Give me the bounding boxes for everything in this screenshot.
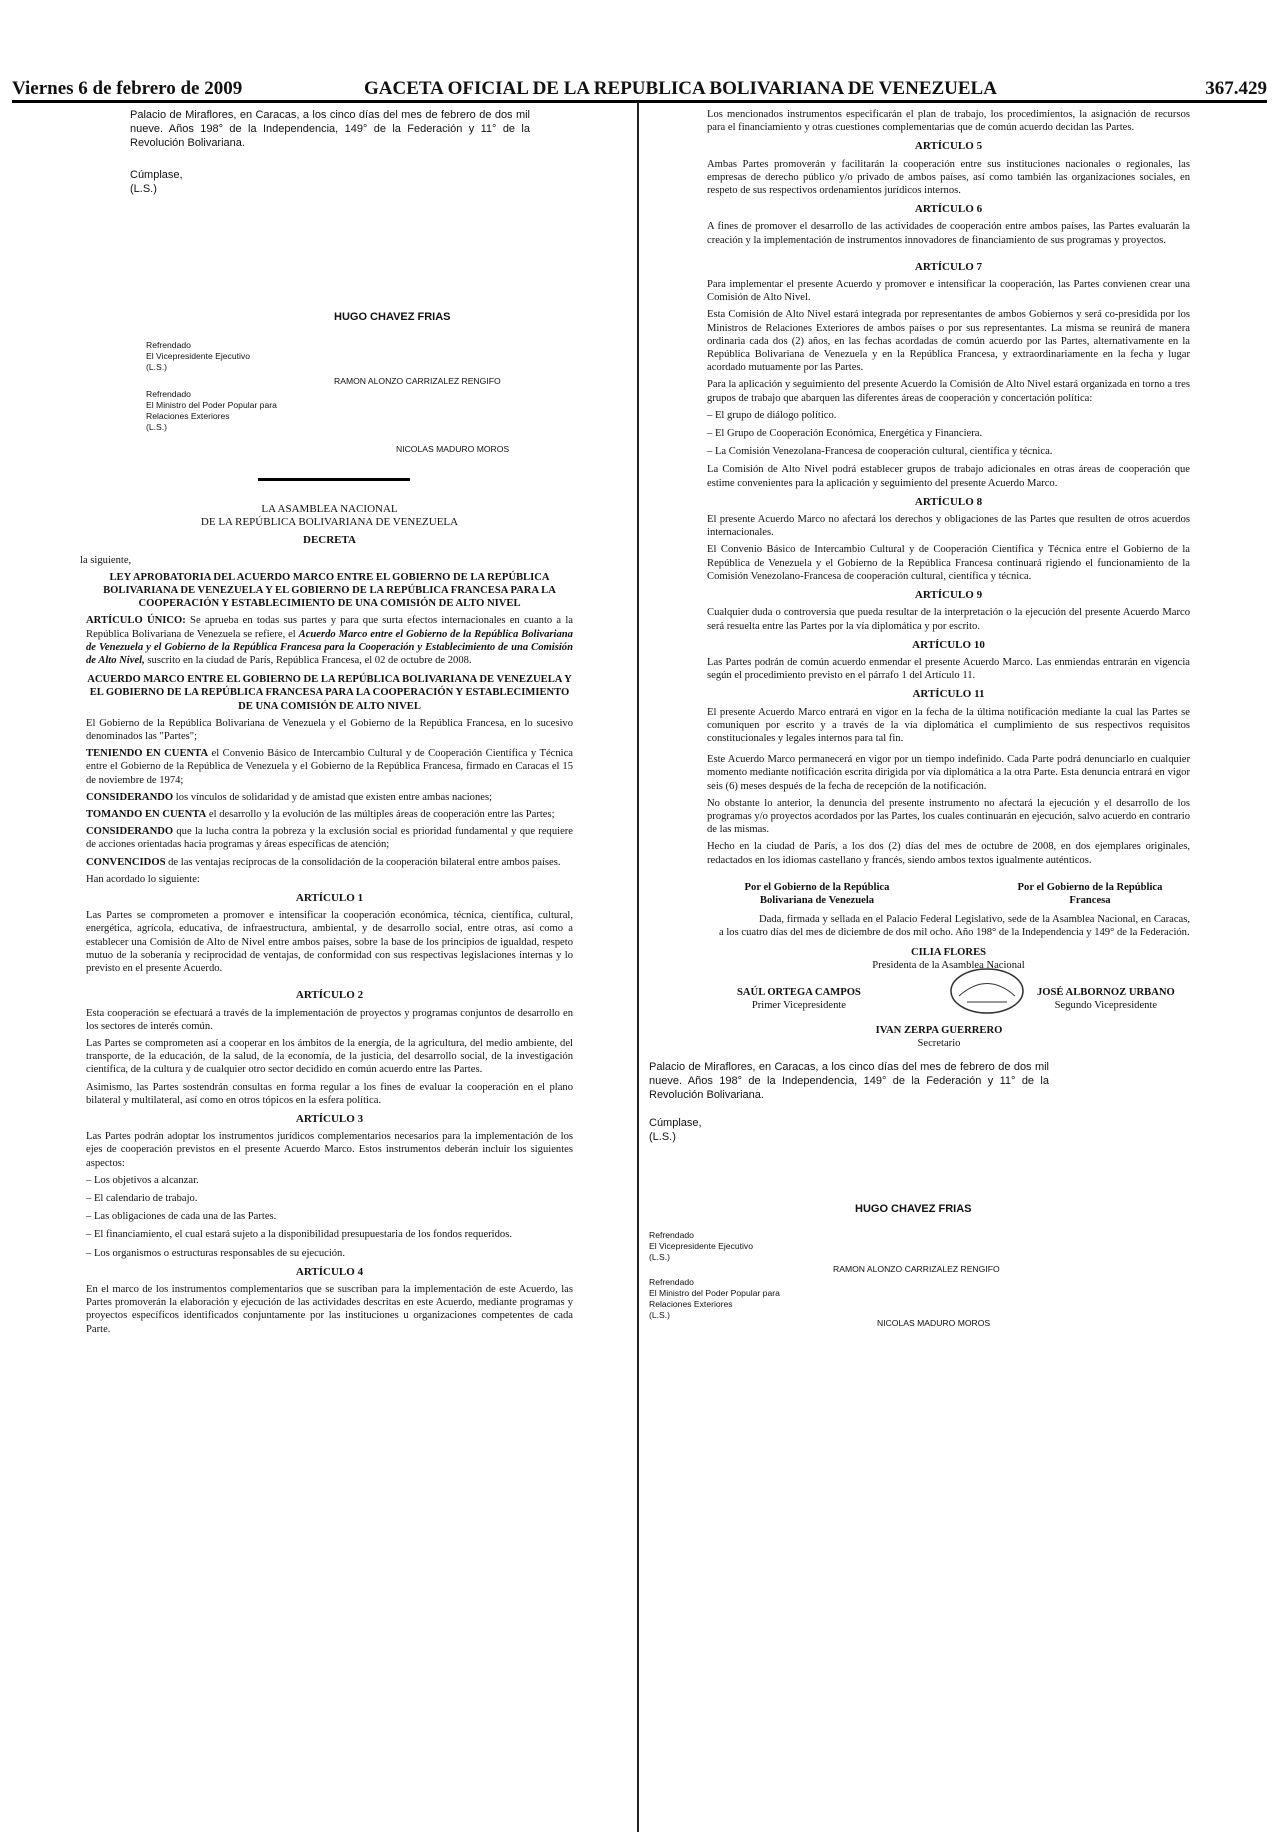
promulgation-place: Palacio de Miraflores, en Caracas, a los cinco días del mes de febrero de dos mil nueve. Años 198° de la Independencia, 149° de la Federación y 11° de la Revolución Bolivariana. (649, 1060, 1049, 1101)
article-8-text: El Convenio Básico de Intercambio Cultural y de Cooperación Científica y Técnica entre el Gobierno de la República de Venezuela y el Gobierno de la República Francesa continuará rigiendo el funcionamiento de la Comisión Venezolano-Francesa de cooperación cultural, científica y técnica. (707, 544, 1190, 582)
left-column (80, 108, 574, 1340)
asamblea-heading-2: DE LA REPÚBLICA BOLIVARIANA DE VENEZUELA (200, 516, 459, 529)
article-11-text: Este Acuerdo Marco permanecerá en vigor por un tiempo indefinido. Cada Parte podrá denunciarlo en cualquier momento mediante notificación escrita dirigida por vía diplomática a la otra Parte. Esta denuncia entrará en vigor seis (6) meses después de la fecha de recepción de la notificación. (707, 754, 1190, 792)
jose-signature: JOSÉ ALBORNOZ URBANO Segundo Vicepresidente (1037, 986, 1175, 1011)
ref-role: El Ministro del Poder Popular para (146, 400, 277, 410)
article-2-text: Asimismo, las Partes sostendrán consultas en forma regular a los fines de evaluar la cooperación en el plano bilateral y multilateral, así como en otros tópicos en la esfera política. (86, 1081, 573, 1106)
ref-role: El Vicepresidente Ejecutivo (649, 1240, 753, 1251)
ref-role: El Ministro del Poder Popular para (649, 1287, 780, 1298)
list-item: – Los organismos o estructuras responsables de su ejecución. (86, 1247, 345, 1259)
article-2-title: ARTÍCULO 2 (295, 989, 364, 1002)
article-9-title: ARTÍCULO 9 (914, 589, 983, 602)
list-item: – Los objetivos a alcanzar. (86, 1174, 199, 1186)
saul-signature: SAÚL ORTEGA CAMPOS Primer Vicepresidente (737, 986, 861, 1011)
article-7-text: Para la aplicación y seguimiento del presente Acuerdo la Comisión de Alto Nivel estará organizada en torno a tres grupos de trabajo que abarquen las diferentes áreas de cooperación y concertación política: (707, 379, 1190, 404)
ref-role: Relaciones Exteriores (146, 411, 230, 421)
article-2-text: Esta cooperación se efectuará a través de la implementación de proyectos y programas conjuntos de desarrollo en los sectores de interés común. (86, 1007, 573, 1032)
ls-seal: (L.S.) (649, 1130, 676, 1143)
signatories-block (717, 881, 1190, 907)
header-page-number: 367.429 (1205, 78, 1267, 99)
hecho-paragraph: Hecho en la ciudad de París, a los dos (2) días del mes de octubre de 2008, en dos ejemplares originales, redactados en los idiomas castellano y francés, siendo ambos textos igualmente auténticos. (707, 841, 1190, 866)
ley-title: LEY APROBATORIA DEL ACUERDO MARCO ENTRE EL GOBIERNO DE LA REPÚBLICA BOLIVARIANA DE VENEZUELA Y EL GOBIERNO DE LA REPÚBLICA FRANCESA PARA LA COOPERACIÓN Y ESTABLECIMIENTO DE UNA COMISIÓN DE ALTO NIVEL (103, 571, 556, 610)
dada-paragraph: Dada, firmada y sellada en el Palacio Federal Legislativo, sede de la Asamblea Nacional, en Caracas, a los cuatro días del mes de diciembre de dos mil ocho. Año 198° de la Independencia y 149° de la Federación. (719, 914, 1190, 939)
ls-seal: (L.S.) (130, 183, 157, 195)
article-3-text: Las Partes podrán adoptar los instrumentos jurídicos complementarios necesarios para la implementación de los ejes de cooperación previstos en el presente Acuerdo Marco. Estos instrumentos deberán incluir los siguientes aspectos: (86, 1131, 573, 1169)
article-4-text: En el marco de los instrumentos complementarios que se suscriban para la implementación de este Acuerdo, las Partes promoverán la elaboración y ejecución de las actividades descritas en este Acuerdo, mediante programas y proyectos específicos identificados conjuntamente por las instituciones u organizaciones competentes de cada Parte. (86, 1283, 573, 1335)
article-11-title: ARTÍCULO 11 (912, 688, 985, 701)
article-8-text: El presente Acuerdo Marco no afectará los derechos y obligaciones de las Partes que resulten de otros acuerdos internacionales. (707, 514, 1190, 539)
president-name: HUGO CHAVEZ FRIAS (855, 1202, 972, 1215)
header-date: Viernes 6 de febrero de 2009 (12, 78, 243, 99)
header-title: GACETA OFICIAL DE LA REPUBLICA BOLIVARIANA DE VENEZUELA (364, 78, 997, 99)
considerando-4: CONSIDERANDO que la lucha contra la pobreza y la exclusión social es prioridad fundamental y que requiere de acciones orientadas hacia programas y áreas específicas de atención; (86, 826, 573, 851)
signatory-france: Por el Gobierno de la República Francesa (1017, 881, 1163, 906)
signatory-venezuela: Por el Gobierno de la República Bolivariana de Venezuela (744, 881, 890, 906)
article-6-title: ARTÍCULO 6 (914, 203, 983, 216)
refrendos-bottom (649, 1230, 1190, 1326)
article-2-text: Las Partes se comprometen así a cooperar en los ámbitos de la energía, de la agricultura, del medio ambiente, del transporte, de la educación, de la salud, de la economía, de la justicia, del desarrollo social, de la investigación científica, de la cultura y de cualquier otro sector decidido en común acuerdo entre las Partes. (86, 1037, 573, 1076)
article-6-text: A fines de promover el desarrollo de las actividades de cooperación entre ambos países, las Partes evaluarán la creación y la implementación de instrumentos innovadores de financiamiento de sus programas y proyectos. (707, 221, 1190, 246)
cilia-name: CILIA FLORES (910, 946, 987, 958)
refrendado-label: Refrendado (649, 1276, 694, 1287)
vicepresident-name: RAMON ALONZO CARRIZALEZ RENGIFO (334, 376, 501, 386)
ls-seal: (L.S.) (649, 1251, 671, 1262)
la-siguiente: la siguiente, (80, 554, 132, 566)
article-11-text: El presente Acuerdo Marco entrará en vigor en la fecha de la última notificación mediante la cual las Partes se comuniquen por escrito y a través de la vía diplomática el cumplimiento de sus respectivos requisitos constitucionales y legales internos para tal fin. (707, 706, 1190, 744)
considerando-2: CONSIDERANDO los vínculos de solidaridad y de amistad que existen entre ambas naciones; (86, 791, 493, 803)
article-4-title: ARTÍCULO 4 (295, 1265, 364, 1278)
article-1-title: ARTÍCULO 1 (295, 892, 364, 905)
ref-role: Relaciones Exteriores (649, 1298, 733, 1309)
list-item: – El calendario de trabajo. (86, 1192, 198, 1204)
article-11-text: No obstante lo anterior, la denuncia del presente instrumento no afectará la ejecución y el desarrollo de los programas y/o proyectos acordados por las Partes, los cuales continuarán en ejecución, salvo acuerdo en contrario de las mismas. (707, 797, 1190, 836)
article-10-text: Las Partes podrán de común acuerdo enmendar el presente Acuerdo Marco. Las enmiendas entrarán en vigencia según el procedimiento previsto en el párrafo 1 del Artículo 11. (707, 656, 1190, 682)
refrendos-top (146, 340, 573, 458)
article-7-text: Esta Comisión de Alto Nivel estará integrada por representantes de ambos Gobiernos y será co-presidida por los Ministros de Relaciones Exteriores de ambos países o por sus representantes. La misma se reunirá de manera ordinaria cada dos (2) años, en las fechas acordadas de común acuerdo por las Partes, alternativamente en la República Bolivariana de Venezuela y en la República Francesa, y extraordinariamente en la fecha y lugar acordado mutuamente por las Partes. (707, 309, 1190, 374)
acuerdo-title: ACUERDO MARCO ENTRE EL GOBIERNO DE LA REPÚBLICA BOLIVARIANA DE VENEZUELA Y EL GOBIERNO DE LA REPÚBLICA FRANCESA PARA LA COOPERACIÓN Y ESTABLECIMIENTO DE UNA COMISIÓN DE ALTO NIVEL (87, 674, 572, 712)
refrendado-label: Refrendado (146, 340, 191, 350)
considerando-5: CONVENCIDOS de las ventajas recíprocas de la consolidación de la cooperación bilateral entre ambos países. (86, 856, 561, 868)
article-5-title: ARTÍCULO 5 (914, 140, 983, 153)
intro-paragraph: El Gobierno de la República Bolivariana de Venezuela y el Gobierno de la República Francesa, en lo sucesivo denominados las "Partes"; (86, 717, 573, 743)
article-5-text: Ambas Partes promoverán y facilitarán la cooperación entre sus instituciones nacionales o regionales, las empresas de derecho público y/o privado de ambos países, así como también las organizaciones sociales, en respeto de sus respectivos ordenamientos jurídicos internos. (707, 158, 1190, 197)
gazette-header (12, 78, 1267, 103)
article-3-title: ARTÍCULO 3 (295, 1112, 364, 1125)
article-7-title: ARTÍCULO 7 (914, 260, 983, 273)
article-9-text: Cualquier duda o controversia que pueda resultar de la interpretación o la ejecución del presente Acuerdo Marco será resuelta entre las Partes por la vía diplomática y por escrito. (707, 607, 1190, 632)
assembly-signatures (707, 946, 1190, 1054)
list-item: – El Grupo de Cooperación Económica, Energética y Financiera. (707, 428, 983, 440)
article-1-text: Las Partes se comprometen a promover e intensificar la cooperación económica, técnica, científica, cultural, energética, agrícola, educativa, de infraestructura, ambiental, y de desarrollo social, entre otras, así como a establecer una Comisión de Alto de Nivel entre ambos países, sobre la base de los principios de igualdad, respeto mutuo de la soberanía y reciprocidad de ventajas, de conformidad con sus respectivas legislaciones internas y lo previsto en el presente Acuerdo. (86, 910, 573, 975)
ls-seal: (L.S.) (146, 362, 168, 372)
column-divider (637, 102, 639, 1832)
minister-name: NICOLAS MADURO MOROS (396, 444, 510, 454)
refrendado-label: Refrendado (146, 389, 191, 399)
promulgation-block-bottom (649, 1060, 1049, 1216)
article-7-text: La Comisión de Alto Nivel podrá establecer grupos de trabajo adicionales en otras áreas de cooperación que estime convenientes para la aplicación y seguimiento del presente Acuerdo Marco. (707, 464, 1190, 489)
refrendado-label: Refrendado (649, 1229, 694, 1240)
list-item: – La Comisión Venezolana-Francesa de cooperación cultural, científica y técnica. (707, 446, 1053, 458)
article-10-title: ARTÍCULO 10 (912, 638, 985, 651)
right-column (649, 108, 1190, 1328)
ivan-signature: IVAN ZERPA GUERRERO Secretario (875, 1024, 1003, 1049)
article-8-title: ARTÍCULO 8 (914, 495, 983, 508)
vicepresident-name: RAMON ALONZO CARRIZALEZ RENGIFO (833, 1263, 1000, 1274)
list-item: – Las obligaciones de cada una de las Partes. (86, 1211, 277, 1223)
promulgation-place: Palacio de Miraflores, en Caracas, a los cinco días del mes de febrero de dos mil nueve. Años 198° de la Independencia, 149° de la Federación y 11° de la Revolución Bolivariana. (130, 109, 530, 149)
cilia-role: Presidenta de la Asamblea Nacional (872, 959, 1025, 971)
considerando-1: TENIENDO EN CUENTA el Convenio Básico de Intercambio Cultural y de Cooperación Científica y Técnica entre el Gobierno de la República de Venezuela y el Gobierno de la República Francesa, firmado en Caracas el 15 de noviembre de 1974; (86, 748, 573, 786)
cumplase: Cúmplase, (130, 169, 183, 181)
article-4-continued: Los mencionados instrumentos especificarán el plan de trabajo, los procedimientos, la asignación de recursos para el financiamiento y otras cuestiones complementarias que de común acuerdo decidan las Partes. (707, 109, 1190, 134)
ref-role: El Vicepresidente Ejecutivo (146, 351, 250, 361)
list-item: – El grupo de diálogo político. (707, 409, 837, 421)
cumplase: Cúmplase, (649, 1116, 702, 1129)
president-name: HUGO CHAVEZ FRIAS (334, 311, 451, 323)
articulo-unico: ARTÍCULO ÚNICO: Se aprueba en todas sus partes y para que surta efectos internacionales en cuanto a la República Bolivariana de Venezuela se refiere, el Acuerdo Marco entre el Gobierno de la República Bolivariana de Venezuela y el Gobierno de la República Francesa para la Cooperación y Establecimiento de una Comisión de Alto Nivel, suscrito en la ciudad de París, República Francesa, el 02 de octubre de 2008. (86, 615, 574, 667)
separator-rule (258, 478, 410, 481)
ls-seal: (L.S.) (146, 422, 168, 432)
assembly-seal-icon (947, 966, 1027, 1016)
promulgation-block-top (130, 108, 530, 324)
ls-seal: (L.S.) (649, 1309, 671, 1320)
article-7-text: Para implementar el presente Acuerdo y promover e intensificar la cooperación, las Partes convienen crear una Comisión de Alto Nivel. (707, 279, 1190, 304)
han-acordado: Han acordado lo siguiente: (86, 873, 200, 885)
considerando-3: TOMANDO EN CUENTA el desarrollo y la evolución de las múltiples áreas de cooperación entre las Partes; (86, 809, 555, 821)
decreta-heading: DECRETA (303, 534, 356, 547)
minister-name: NICOLAS MADURO MOROS (877, 1317, 991, 1328)
list-item: – El financiamiento, el cual estará sujeto a la disponibilidad presupuestaria de los fondos requeridos. (86, 1229, 512, 1241)
asamblea-heading: LA ASAMBLEA NACIONAL (261, 503, 398, 515)
